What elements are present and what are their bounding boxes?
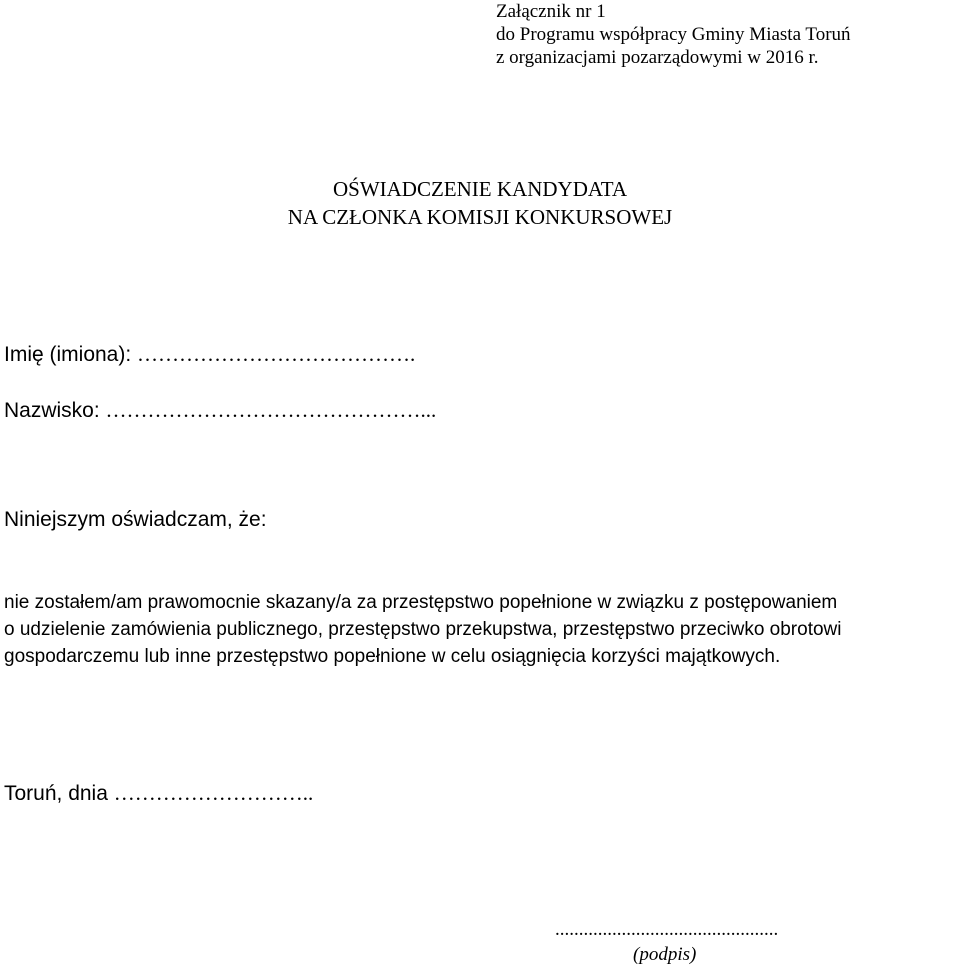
signature-label: (podpis) xyxy=(633,944,697,965)
declaration-intro: Niniejszym oświadczam, że: xyxy=(4,508,267,531)
first-name-field xyxy=(4,341,415,368)
place-date-field xyxy=(4,780,313,807)
declaration-statement xyxy=(4,589,960,670)
last-name-blank: ………………………………………... xyxy=(105,398,437,422)
document-subtitle: NA CZŁONKA KOMISJI KONKURSOWEJ xyxy=(287,205,673,229)
annex-year: z organizacjami pozarządowymi w 2016 r. xyxy=(496,47,819,68)
first-name-label: Imię (imiona): xyxy=(4,343,132,366)
signature-line: ............................................... xyxy=(555,919,779,940)
place-date-blank: ……………………….. xyxy=(113,781,314,805)
statement-line-1: nie zostałem/am prawomocnie skazany/a za przestępstwo popełnione w związku z postępowaniem xyxy=(4,592,838,613)
first-name-blank: …………………………………. xyxy=(137,342,416,366)
last-name-field xyxy=(4,397,436,424)
place-date-label: Toruń, dnia xyxy=(4,782,108,805)
annex-program: do Programu współpracy Gminy Miasta Toruń xyxy=(496,24,851,45)
statement-line-2: o udzielenie zamówienia publicznego, przestępstwo przekupstwa, przestępstwo przeciwko obrotowi xyxy=(4,619,842,640)
annex-header xyxy=(496,0,851,69)
annex-number: Załącznik nr 1 xyxy=(496,1,606,22)
document-title: OŚWIADCZENIE KANDYDATA xyxy=(332,177,628,201)
statement-line-3: gospodarczemu lub inne przestępstwo popełnione w celu osiągnięcia korzyści majątkowych. xyxy=(4,646,781,667)
last-name-label: Nazwisko: xyxy=(4,399,100,422)
